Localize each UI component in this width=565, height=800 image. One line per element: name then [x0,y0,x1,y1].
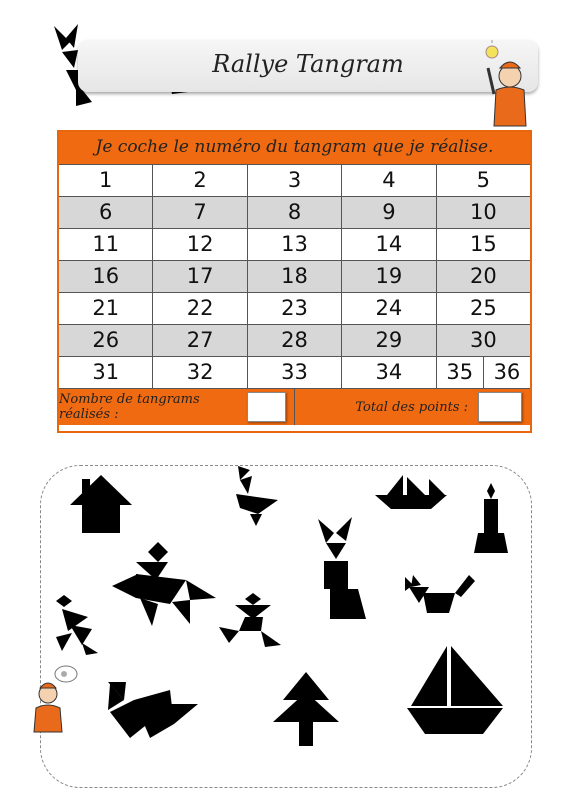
tangram-number-cell[interactable]: 23 [247,293,341,324]
duck-tangram-icon [104,678,200,742]
tangram-number-cell[interactable]: 2 [152,165,246,196]
tangram-number-cell[interactable]: 29 [341,325,435,356]
table-row [59,292,530,324]
table-instruction: Je coche le numéro du tangram que je réalise. [59,132,530,164]
tangram-count-label: Nombre de tangrams réalisés : [59,392,200,422]
tangram-number-cell[interactable]: 24 [341,293,435,324]
table-row [59,164,530,196]
points-total-label: Total des points : [355,399,468,415]
tangram-number-cell[interactable]: 15 [436,229,530,260]
tangram-number-cell[interactable]: 21 [92,296,120,320]
points-total-section [294,389,530,425]
sailboat-tangram-icon [403,642,507,738]
table-row [59,228,530,260]
tree-tangram-icon [269,670,343,748]
table-footer [59,388,530,425]
tangram-count-section [59,389,294,425]
tangram-number-cell[interactable]: 34 [341,357,435,388]
tangram-number-cell[interactable]: 19 [341,261,435,292]
tangram-number-cell[interactable]: 36 [483,357,530,388]
tangram-count-box[interactable] [247,392,286,422]
tangram-number-cell[interactable]: 27 [152,325,246,356]
tangram-number-cell[interactable]: 18 [247,261,341,292]
tangram-number-cell[interactable]: 16 [92,264,120,288]
cat-tangram-icon [403,573,477,619]
tangram-number-cell[interactable]: 35 [446,360,474,384]
teacher-thinking-icon [30,664,80,734]
swan-tangram-icon [232,464,282,530]
tangram-number-cell[interactable]: 11 [92,232,120,256]
rabbit-sitting-tangram-icon [312,515,372,623]
tangram-number-cell[interactable]: 33 [247,357,341,388]
points-total-box[interactable] [478,392,522,422]
candle-tangram-icon [474,481,508,555]
tangram-number-cell[interactable]: 13 [247,229,341,260]
table-row [59,196,530,228]
table-row [59,260,530,292]
house-tangram-icon [68,473,134,535]
tangram-number-cell[interactable]: 26 [92,328,120,352]
tangram-number-cell[interactable]: 12 [152,229,246,260]
table-row [59,356,530,388]
runner-small-tangram-icon [52,593,102,657]
tangram-number-cell[interactable]: 22 [152,293,246,324]
page-title: Rallye Tangram [212,50,404,78]
boat-tangram-icon [373,473,449,511]
tangram-number-cell[interactable]: 10 [436,197,530,228]
tangram-number-cell[interactable]: 31 [92,360,120,384]
tangram-number-cell[interactable]: 3 [247,165,341,196]
tangram-number-cell[interactable]: 28 [247,325,341,356]
tangram-number-cell[interactable]: 8 [247,197,341,228]
tangram-number-cell[interactable]: 7 [152,197,246,228]
tangram-number-cell[interactable]: 32 [152,357,246,388]
table-row [59,324,530,356]
tangram-number-cell[interactable]: 1 [99,168,113,192]
tangram-number-cell[interactable]: 25 [436,293,530,324]
tangram-checklist-table [57,130,532,433]
tangram-number-cell[interactable]: 5 [436,165,530,196]
tangram-number-cell[interactable]: 6 [99,200,113,224]
split-cell [436,357,530,388]
tangram-number-cell[interactable]: 17 [152,261,246,292]
tangram-number-cell[interactable]: 14 [341,229,435,260]
tangram-number-cell[interactable]: 20 [436,261,530,292]
title-banner [78,40,538,92]
horse-rider-tangram-icon [106,540,218,628]
runner-large-tangram-icon [215,591,285,649]
tangram-number-cell[interactable]: 9 [341,197,435,228]
tangram-number-cell[interactable]: 4 [341,165,435,196]
teacher-lightbulb-icon [480,38,535,128]
tangram-number-cell[interactable]: 30 [436,325,530,356]
